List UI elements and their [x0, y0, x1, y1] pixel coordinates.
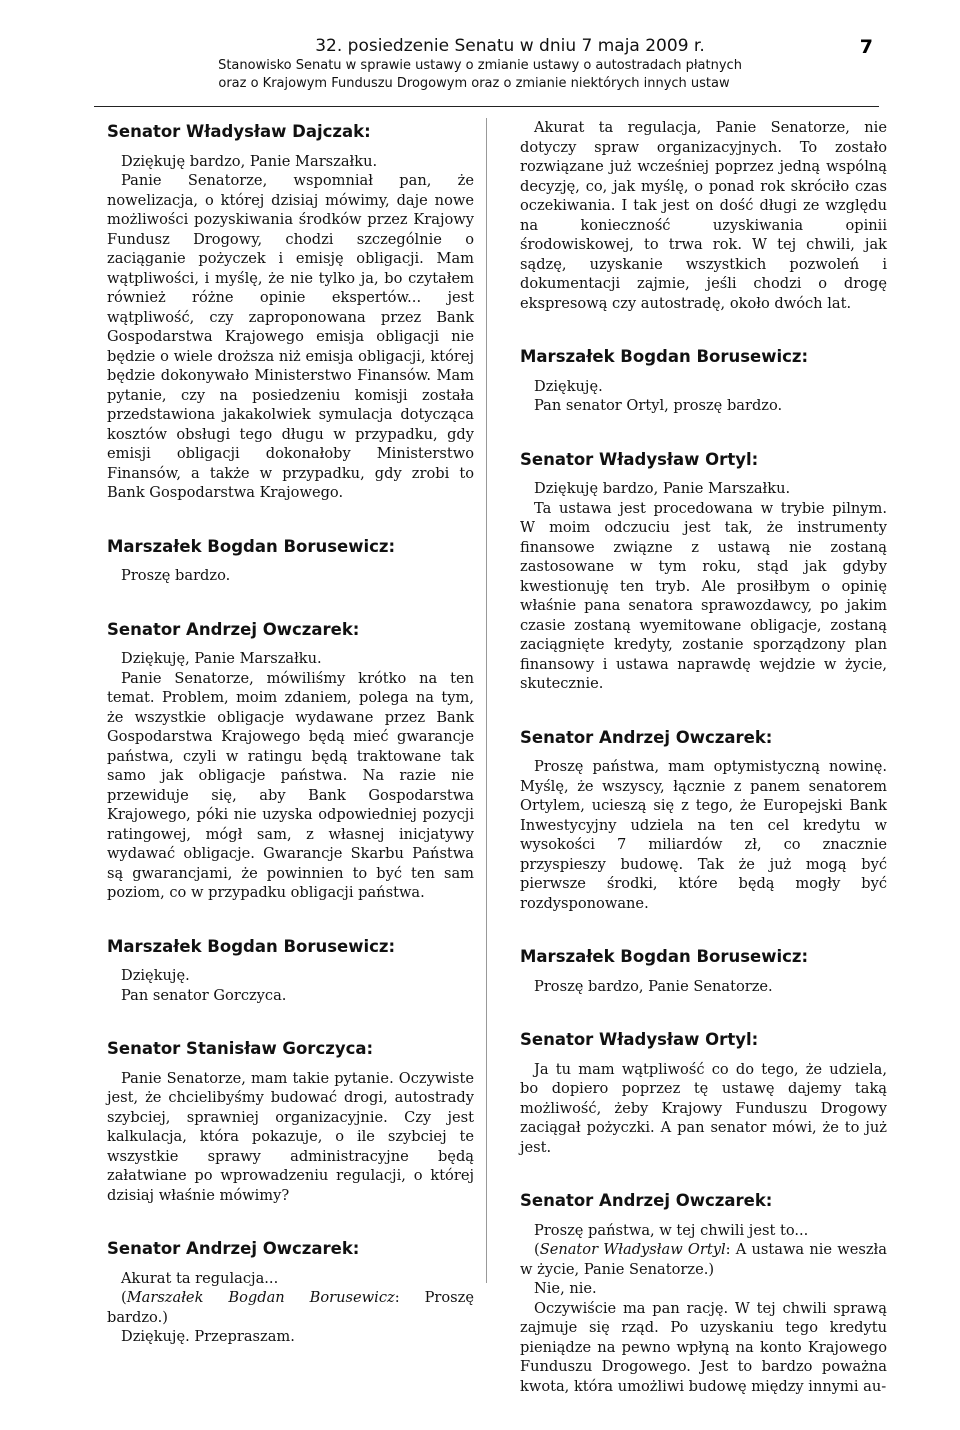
statement-block — [520, 1191, 887, 1396]
interjection-open: ( — [534, 1241, 540, 1258]
paragraph: Dziękuję bardzo, Panie Marszałku. — [121, 152, 378, 170]
statement-block — [520, 1030, 887, 1157]
speaker-name: Senator Władysław Ortyl: — [520, 1030, 759, 1049]
interjection-speaker: Senator Władysław Ortyl — [539, 1241, 726, 1258]
statement-block — [520, 347, 887, 416]
speaker-name: Marszałek Bogdan Borusewicz: — [520, 947, 809, 966]
header-rule — [94, 106, 879, 107]
speaker-name: Marszałek Bogdan Borusewicz: — [520, 347, 809, 366]
statement-block — [520, 947, 887, 996]
speaker-name: Marszałek Bogdan Borusewicz: — [107, 536, 396, 556]
statement-block — [107, 1039, 474, 1205]
statement-block — [107, 122, 474, 503]
speaker-name: Senator Andrzej Owczarek: — [520, 727, 773, 747]
statement-block — [107, 537, 474, 586]
speaker-name: Senator Stanisław Gorczyca: — [107, 1039, 374, 1058]
paragraph: Pan senator Gorczyca. — [121, 986, 287, 1004]
interjection-text: : A ustawa nie weszła w życie, Panie Senatorze.) — [520, 1241, 887, 1278]
interjection — [107, 1288, 474, 1327]
statement-block — [520, 728, 887, 914]
paragraph: Panie Senatorze, wspomniał pan, że nowelizacja, o której dzisiaj mówimy, daje nowe możliwości pozyskiwania środków przez Krajowy Fundusz Drogowy, chodzi szczególnie o zaciąganie pożyczek i emisję obligacji. Mam wątpliwości, i myślę, że nie tylko ja, bo czytałem również różne opinie ekspertów... jest wątpliwość, czy zaproponowana przez Bank Gospodarstwa Krajowego emisja obligacji nie będzie o wiele droższa niż emisja obligacji, której będzie dokonywało Ministerstwo Finansów. Mam pytanie, czy na posiedzeniu komisji została przedstawiona jakakolwiek symulacja dotycząca kosztów obsługi tego długu w przypadku, gdy emisji obligacji dokonałoby Ministerstwo Finansów, a także w przypadku, gdy zrobi to Bank Gospodarstwa Krajowego. — [107, 172, 474, 501]
paragraph: Ja tu mam wątpliwość co do tego, że udziela, bo dopiero poprzez tę ustawę dajemy taką możliwość, żeby Krajowy Funduszu Drogowy zaciągał pożyczki. A pan senator mówi, że to już jest. — [520, 1060, 887, 1156]
paragraph: Dziękuję. Przepraszam. — [121, 1328, 295, 1345]
right-column — [520, 118, 887, 1430]
header-session-title: 32. posiedzenie Senatu w dniu 7 maja 2009 r. — [315, 36, 705, 56]
speaker-name: Senator Władysław Ortyl: — [520, 449, 759, 469]
paragraph: Dziękuję. — [534, 377, 603, 395]
page-number: 7 — [859, 36, 873, 58]
header-subject-line2: oraz o Krajowym Funduszu Drogowym oraz o zmianie niektórych innych ustaw — [218, 76, 730, 91]
statement-block — [520, 118, 887, 313]
paragraph: Pan senator Ortyl, proszę bardzo. — [534, 397, 783, 414]
statement-block — [520, 450, 887, 694]
paragraph: Akurat ta regulacja, Panie Senatorze, nie dotyczy spraw organizacyjnych. To zostało rozwiązane już wcześniej poprzez jedną wspólną decyzję, co, jak myślę, o ponad rok skróciło czas oczekiwania. I tak jest on dość długi ze względu na konieczność uzyskiwania opinii środowiskowej, to trwa rok. W tej chwili, jak sądzę, uzyskanie wszystkich pozwoleń i dokumentacji zajmie, jeśli chodzi o drogę ekspresową czy autostradę, około dwóch lat. — [520, 119, 887, 312]
speaker-name: Senator Andrzej Owczarek: — [107, 1239, 360, 1258]
interjection-speaker: Marszałek Bogdan Borusewicz — [126, 1289, 395, 1306]
paragraph: Proszę bardzo, Panie Senatorze. — [534, 977, 773, 995]
paragraph: Dziękuję. — [121, 967, 190, 984]
speaker-name: Marszałek Bogdan Borusewicz: — [107, 936, 396, 956]
paragraph: Dziękuję, Panie Marszałku. — [121, 650, 322, 667]
paragraph: Ta ustawa jest procedowana w trybie pilnym. W moim odczuciu jest tak, że instrumenty finansowe związne z ustawą nie zostaną zastosowane w tym roku, stąd jak gdyby kwestionuję ten tryb. Ale prosiłbym o opinię właśnie pana senatora sprawozdawcy, po jakim czasie zostaną wyemitowane obligacje, zostaną zaciągnięte kredyty, zostanie sporządzony plan finansowy i ustawa naprawdę wejdzie w życie, skutecznie. — [520, 499, 887, 692]
statement-block — [107, 620, 474, 903]
paragraph: Akurat ta regulacja... — [121, 1269, 279, 1287]
paragraph: Panie Senatorze, mam takie pytanie. Oczywiste jest, że chcielibyśmy budować drogi, autostrady szybciej, sprawniej organizacyjnie. Czy jest kalkulacja, która pokazuje, o ile szybciej te wszystkie sprawy administracyjne będą załatwiane po wprowadzeniu regulacji, o której dzisiaj właśnie mówimy? — [107, 1069, 474, 1204]
speaker-name: Senator Andrzej Owczarek: — [107, 619, 360, 639]
speaker-name: Senator Władysław Dajczak: — [107, 122, 371, 141]
paragraph: Dziękuję bardzo, Panie Marszałku. — [534, 480, 791, 497]
statement-block — [107, 1239, 474, 1347]
paragraph: Nie, nie. — [534, 1280, 597, 1297]
paragraph: Proszę państwa, mam optymistyczną nowinę. Myślę, że wszyscy, łącznie z panem senatorem Ortylem, ucieszą się z tego, że Europejski Bank Inwestycyjny udziela na ten cel kredytu w wysokości 7 miliardów zł, co znacznie przyspieszy budowę. Tak że już mogą być pierwsze środki, które będą mogły być rozdysponowane. — [520, 758, 887, 912]
header-subject-line1: Stanowisko Senatu w sprawie ustawy o zmianie ustawy o autostradach płatnych — [218, 58, 742, 73]
paragraph: Proszę państwa, w tej chwili jest to... — [534, 1221, 809, 1239]
speaker-name: Senator Andrzej Owczarek: — [520, 1191, 773, 1210]
paragraph: Proszę bardzo. — [121, 567, 231, 584]
statement-block — [107, 937, 474, 1006]
interjection — [520, 1240, 887, 1279]
column-divider — [486, 118, 487, 1283]
left-column — [107, 118, 474, 1381]
interjection-open: ( — [121, 1289, 127, 1306]
paragraph: Panie Senatorze, mówiliśmy krótko na ten temat. Problem, moim zdaniem, polega na tym, że wszystkie obligacje wydawane przez Bank Gospodarstwa Krajowego będą mieć gwarancje państwa, czyli w ratingu będą traktowane tak samo jak obligacje państwa. Na razie nie przewiduje się, aby Bank Gospodarstwa Krajowego, póki nie uzyska odpowiedniej pozycji ratingowej, mógł sam, z własnej inicjatywy wydawać obligacje. Gwarancje Skarbu Państwa są gwarancjami, że powinnien to być ten sam poziom, co w przypadku obligacji państwa. — [107, 669, 474, 901]
paragraph: Oczywiście ma pan rację. W tej chwili sprawą zajmuje się rząd. Po uzyskaniu tego kredytu pieniądze na pewno wpłyną na konto Krajowego Funduszu Drogowego. Jest to bardzo poważna kwota, która umożliwi budowę między innymi au- — [520, 1299, 887, 1395]
interjection-text: : Proszę bardzo.) — [107, 1289, 474, 1326]
